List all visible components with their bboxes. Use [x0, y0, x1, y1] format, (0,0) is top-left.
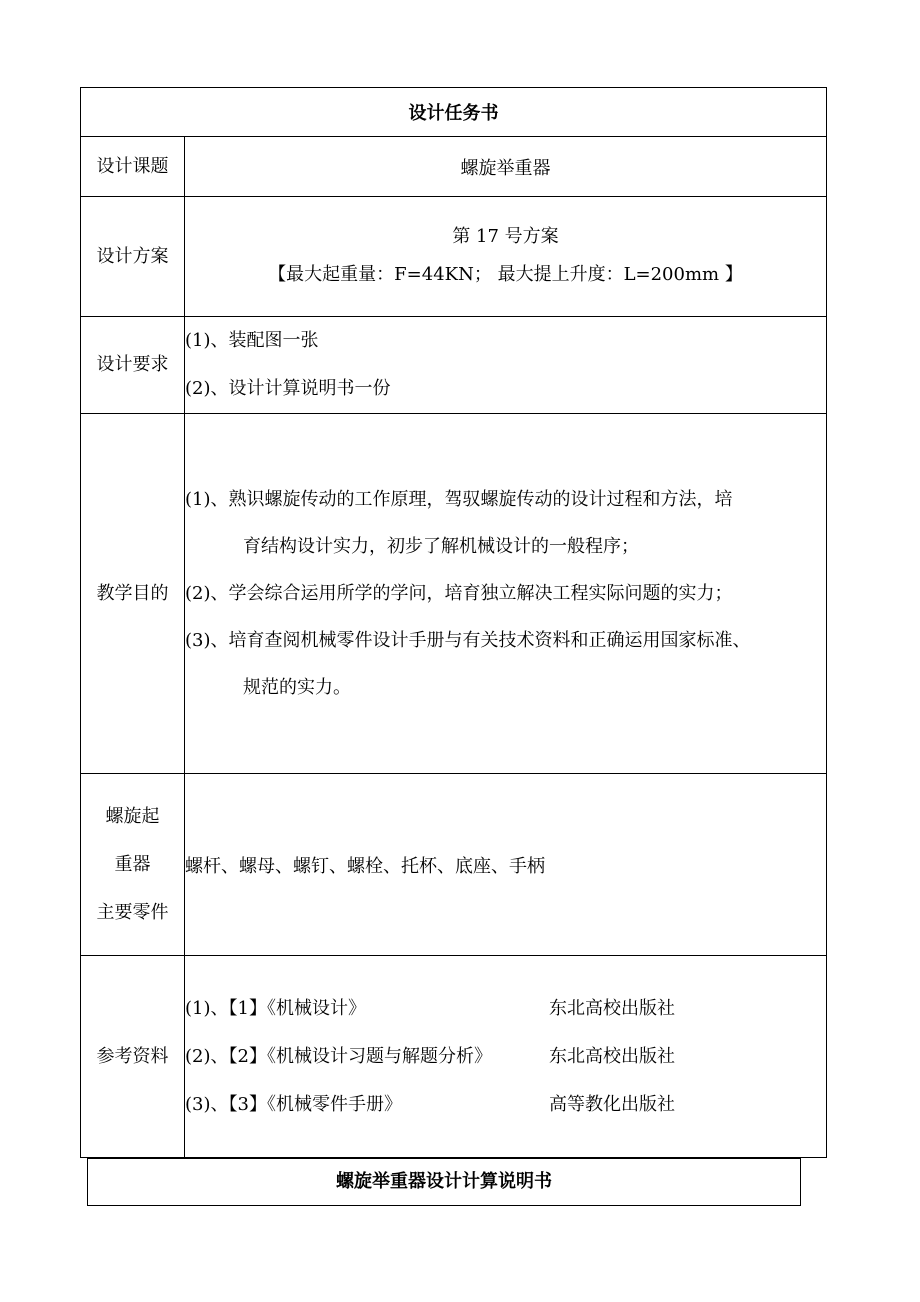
- plan-number: 第 17 号方案: [452, 225, 559, 247]
- requirements-label: 设计要求: [81, 317, 185, 414]
- references-row: [81, 956, 827, 1158]
- references-label: 参考资料: [81, 956, 185, 1158]
- title-row: [81, 88, 827, 137]
- reference-title: (1)、【1】《机械设计》: [185, 997, 366, 1019]
- goal-item: (2)、学会综合运用所学的学问，培育独立解决工程实际问题的实力；: [185, 583, 733, 604]
- topic-row: [81, 137, 827, 197]
- parts-label-line: 螺旋起: [105, 805, 160, 827]
- requirements-row: [81, 317, 827, 414]
- goals-label: 教学目的: [81, 414, 185, 774]
- design-task-table: [80, 87, 827, 1158]
- reference-title: (2)、【2】《机械设计习题与解题分析》: [185, 1045, 492, 1067]
- doc-title: 设计任务书: [81, 88, 827, 137]
- requirement-item: (2)、设计计算说明书一份: [185, 378, 391, 399]
- parts-label-line: 重器: [114, 853, 151, 875]
- goals-cell: [185, 414, 827, 774]
- goal-item: (3)、培育查阅机械零件设计手册与有关技术资料和正确运用国家标准、: [185, 630, 751, 651]
- reference-item: [185, 1081, 826, 1129]
- plan-cell: [185, 197, 827, 317]
- plan-row: [81, 197, 827, 317]
- goal-item: (1)、熟识螺旋传动的工作原理，驾驭螺旋传动的设计过程和方法，培: [185, 489, 733, 510]
- parts-row: [81, 774, 827, 956]
- requirement-item: (1)、装配图一张: [185, 330, 319, 351]
- reference-title: (3)、【3】《机械零件手册》: [185, 1093, 402, 1115]
- requirements-cell: [185, 317, 827, 414]
- references-cell: [185, 956, 827, 1158]
- reference-item: [185, 1033, 826, 1081]
- reference-publisher: 东北高校出版社: [549, 1045, 675, 1067]
- topic-label: 设计课题: [81, 137, 185, 197]
- plan-parameters: 【最大起重量：F=44KN； 最大提上升度：L=200mm 】: [268, 263, 743, 285]
- plan-label: 设计方案: [81, 197, 185, 317]
- goal-item-continuation: 规范的实力。: [243, 677, 351, 698]
- reference-item: [185, 985, 826, 1033]
- reference-publisher: 高等教化出版社: [549, 1093, 675, 1115]
- goals-row: [81, 414, 827, 774]
- parts-label: [81, 774, 185, 956]
- reference-publisher: 东北高校出版社: [549, 997, 675, 1019]
- parts-value: 螺杆、螺母、螺钉、螺栓、托杯、底座、手柄: [185, 774, 827, 956]
- calculation-manual-title: 螺旋举重器设计计算说明书: [87, 1158, 801, 1206]
- parts-label-line: 主要零件: [96, 901, 169, 923]
- topic-value: 螺旋举重器: [185, 137, 827, 197]
- design-task-sheet: [80, 87, 826, 1158]
- goal-item-continuation: 育结构设计实力，初步了解机械设计的一般程序；: [243, 536, 639, 557]
